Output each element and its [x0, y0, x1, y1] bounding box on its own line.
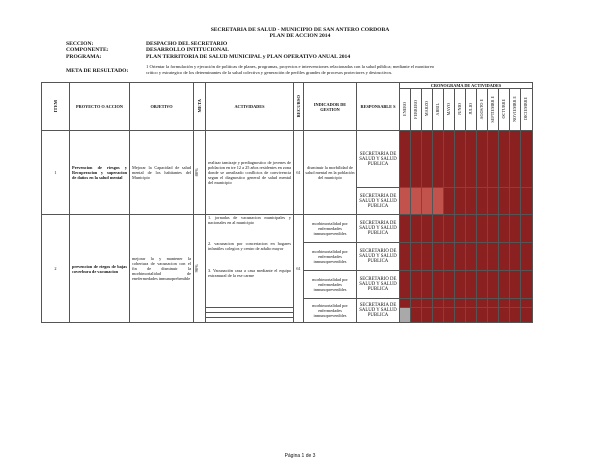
month-header: AGOSTO E	[477, 89, 488, 131]
month-header: ABRIL	[433, 89, 444, 131]
row1-item: 1	[42, 131, 70, 215]
row2-actividades	[206, 215, 294, 308]
row1-actividad: realizar tamizaje y prediagnostico de jovenes de poblacion en tre 12 a 25 años residentes en zona donde se areailzado conflictos de convivencia segun el diagnostico general de salud mental del municipio	[206, 131, 294, 215]
row2-actividad-3: 3. Vacunación casa a casa mediante el equipo extramural de la ese carme	[208, 268, 291, 278]
month-header: ENERO	[400, 89, 411, 131]
row1-recurso: 61	[294, 131, 304, 215]
programa-label: PROGRAMA:	[66, 54, 102, 60]
col-recurso: RECURSO	[294, 83, 304, 131]
document-title: SECRETARIA DE SALUD - MUNICIPIO DE SAN ANTERO CORDOBA	[210, 27, 390, 33]
row1-proyecto: Prevencion de riesgos y Recuperacion y superacion de daños en la salud mental	[70, 131, 130, 215]
row2-responsable-4: SECRETARIA DE SALUD Y SALUD PUBLICA	[357, 299, 400, 323]
row1-responsable-2: SECRETARIA DE SALUD Y SALUD PUBLICA	[357, 188, 400, 215]
seccion-value: DESPACHO DEL SECRETARIO	[146, 41, 228, 47]
row2-recurso: 61	[294, 215, 304, 323]
month-header: NOVIEMBR E	[510, 89, 521, 131]
seccion-label: SECCION:	[66, 41, 94, 47]
col-cronograma: CRONOGRAMA DE ACTIVIDADES	[400, 83, 533, 89]
meta-resultado-label: META DE RESULTADO:	[66, 68, 129, 74]
row2-responsable-3: SECRETARIO DE SALUD Y SALUD PUBLICA	[357, 271, 400, 299]
row2-objetivo: mejorar la y mantener la cobertura de vacunacion con el fin de disminuir la morbimortalidad de enefermedades inmunoprebenible	[130, 215, 194, 323]
col-responsable: RESPONSABLE S	[357, 83, 400, 131]
row2-indicador-3: morbimortalidad por enfermedades inmunoprevenibles	[304, 271, 357, 299]
row1-objetivo: Mejorar la Capacidad de salud mental de los habitantes del Municipio	[130, 131, 194, 215]
row2-meta: 90%	[194, 215, 206, 323]
row2-indicador-1: morbimortalidad por enfermedades inmunoprevenibles	[304, 215, 357, 243]
col-objetivo: OBJETIVO	[130, 83, 194, 131]
table-row	[42, 215, 533, 243]
col-actividades: ACTIVIDADES	[206, 83, 294, 131]
row2-actividad-1: 1. jornadas de vacunacion municipales y nacionales en al municipio	[208, 215, 291, 225]
row1-meta: 80%	[194, 131, 206, 215]
row2-responsable-2: SECRETARIO DE SALUD Y SALUD PUBLICA	[357, 243, 400, 271]
page-footer: Página 1 de 3	[284, 453, 316, 459]
row2-responsable-1: SECRETARIA DE SALUD Y SALUD PUBLICA	[357, 215, 400, 243]
col-proyecto: PROYECTO O ACCION	[70, 83, 130, 131]
month-header: DICIEMBRE	[521, 89, 533, 131]
document-subtitle: PLAN DE ACCION 2014	[269, 33, 331, 39]
col-item: ITEM	[42, 83, 70, 131]
month-header: SEPTIEMBR E	[488, 89, 499, 131]
programa-value: PLAN TERRITORIA DE SALUD MUNICIPAL y PLAN OPERATIVO ANUAL 2014	[146, 54, 351, 60]
row2-actividad-empty	[206, 308, 294, 323]
col-meta: META	[194, 83, 206, 131]
month-header: JUNIO	[455, 89, 466, 131]
plan-table	[41, 82, 533, 323]
month-header: JULIO	[466, 89, 477, 131]
col-indicador: INDICADOR DE GESTION	[304, 83, 357, 131]
month-header: FEBRERO	[411, 89, 422, 131]
row2-item: 2	[42, 215, 70, 323]
row2-indicador-4: morbimortalidad por enfermedades inmunoprevenibles	[304, 299, 357, 323]
row2-actividad-2: 2. vacunacion por concertacion en hogares infantiles colegios y centro de adulto mayor	[208, 241, 291, 251]
componente-label: COMPONENTE:	[66, 47, 109, 53]
row2-indicador-2: morbimortalidad por enfermedades inmunoprevenibles	[304, 243, 357, 271]
month-header: MAYO	[444, 89, 455, 131]
row2-proyecto: prevencion de riegos de bajas coverbura de vacunacion	[70, 215, 130, 323]
componente-value: DESARROLLO INTITUCIONAL	[146, 47, 229, 53]
table-row	[42, 131, 533, 188]
meta-resultado-value: 1 Orientar la formulación y ejecución de politicas de planes, programas, proyectos e intervenciones relacionadas con la salud pública; mediante el monitoreo critico y estrategico de los determinantes de la salud colectiva y generación de perfiles grandes de procesos protectores y destructivos.	[146, 64, 435, 75]
month-header: MARZO	[422, 89, 433, 131]
row1-responsable-1: SECRETARIA DE SALUD Y SALUD PUBLICA	[357, 131, 400, 188]
month-header: OCTUBRE	[499, 89, 510, 131]
row1-indicador: disminuir la morbilidad de salud mental en la población del municipio	[304, 131, 357, 215]
